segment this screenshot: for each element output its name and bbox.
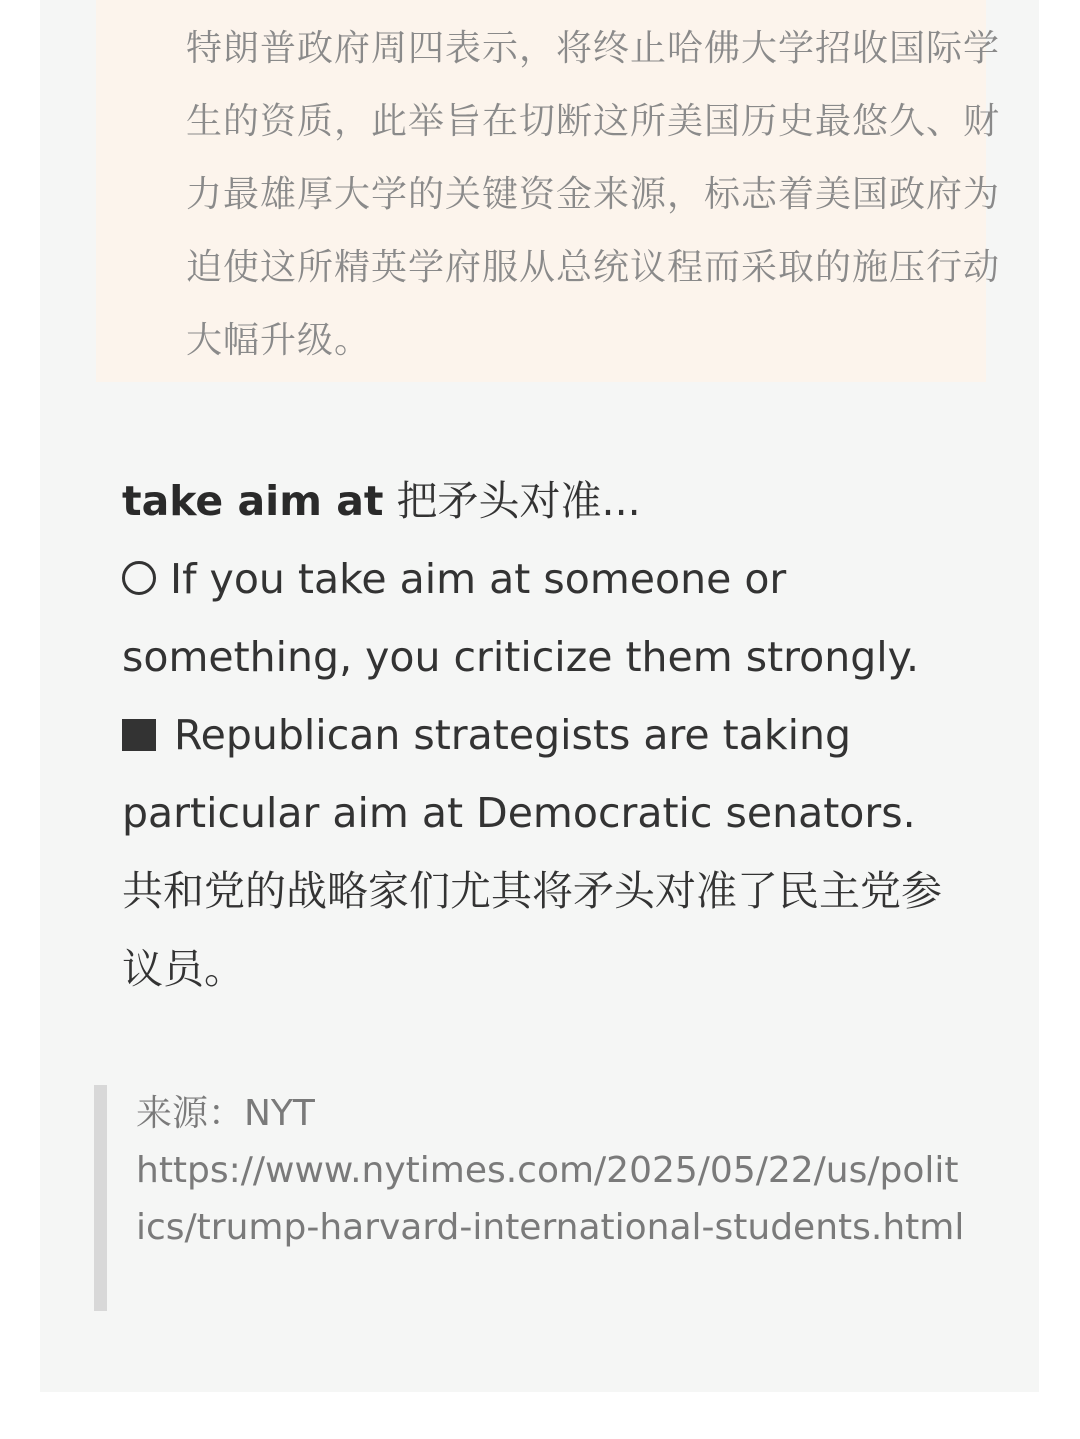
source-blockquote <box>94 1085 974 1311</box>
source-text <box>136 1085 966 1256</box>
circle-icon <box>122 561 156 595</box>
article-card <box>40 0 1039 1392</box>
vocab-definition: If you take aim at someone or something, you criticize them strongly. <box>122 555 920 681</box>
translation-quote-box <box>96 0 1001 382</box>
vocab-example-zh: 共和党的战略家们尤其将矛头对准了民主党参议员。 <box>122 867 942 993</box>
square-icon <box>122 719 156 751</box>
vocab-gloss: 把矛头对准... <box>396 477 641 525</box>
vocab-heading <box>122 462 962 540</box>
vocab-term: take aim at <box>122 477 384 525</box>
vocab-example-en: Republican strategists are taking particular aim at Democratic senators. <box>122 711 916 837</box>
source-label: 来源：NYT <box>136 1093 315 1134</box>
vocabulary-entry <box>122 462 962 1008</box>
translation-text: 特朗普政府周四表示，将终止哈佛大学招收国际学生的资质，此举旨在切断这所美国历史最悠久、财力最雄厚大学的关键资金来源，标志着美国政府为迫使这所精英学府服从总统议程而采取的施压行动大幅升级。 <box>186 28 1001 361</box>
vocab-example-line <box>122 696 962 1008</box>
blockquote-bar <box>94 1085 107 1311</box>
vocab-definition-line <box>122 540 962 696</box>
source-url[interactable]: https://www.nytimes.com/2025/05/22/us/politics/trump-harvard-international-students.html <box>136 1150 965 1248</box>
